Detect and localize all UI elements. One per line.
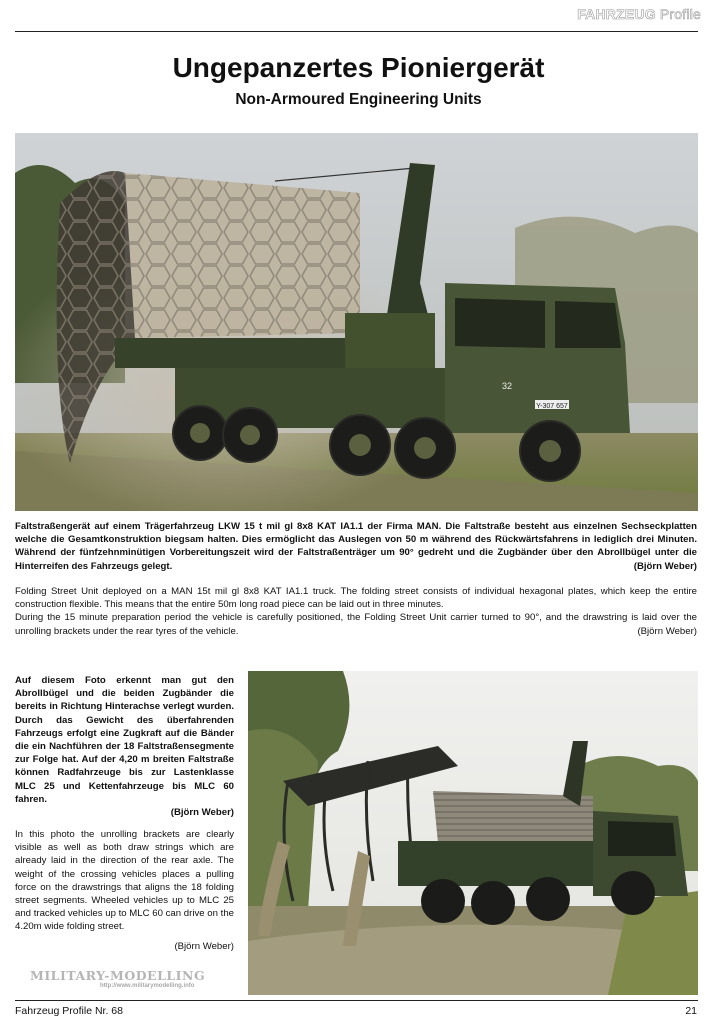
header-rule xyxy=(15,31,698,32)
watermark-name: MILITARY-MODELLING xyxy=(30,968,206,983)
caption-2-german-credit: (Björn Weber) xyxy=(170,807,234,819)
caption-2-german xyxy=(15,674,234,819)
page-number: 21 xyxy=(685,1005,697,1017)
photo-folding-street-truck-image xyxy=(15,133,698,511)
caption-1-german xyxy=(15,520,697,573)
caption-2-german-text: Auf diesem Foto erkennt man gut den Abrollbügel und die beiden Zugbänder die bereits in Richtung Hinterachse verlegt wurden. Durch das Gewicht des überfahrenden Fahrzeugs erfolgt eine Zugkraft auf die Bänder die ein Nachführen der 18 Faltstraßensegmente zur Folge hat. Auf der 4,20 m breiten Faltstraße können Radfahrzeuge bis zur Lastenklasse MLC 25 und Kettenfahrzeuge bis MLC 60 fahren. xyxy=(15,675,234,805)
hull-number: 32 xyxy=(502,381,513,391)
series-label xyxy=(577,6,701,22)
caption-1-english-credit: (Björn Weber) xyxy=(637,625,697,637)
caption-1-english-p2: During the 15 minute preparation period the vehicle is carefully positioned, the Folding Street Unit carrier turned to 90°, and the drawstring is laid over the unrolling brackets under the rear tyres of the vehicle. xyxy=(15,612,697,637)
caption-2-english-text: In this photo the unrolling brackets are clearly visible as well as both draw strings which are already laid in the direction of the rear axle. The weight of the crossing vehicles places a pulling force on the drawstrings that aligns the 18 folding street segments. Wheeled vehicles up to MLC 25 and tracked vehicles up to MLC 60 can drive on the 4.20m wide folding street. xyxy=(15,829,234,933)
watermark xyxy=(30,968,240,994)
photo-unrolling-brackets xyxy=(248,671,698,995)
footer-rule xyxy=(15,1000,698,1001)
series-label-light: Profile xyxy=(659,6,701,22)
watermark-url: http://www.militarymodelling.info xyxy=(100,983,195,989)
caption-2-english-credit: (Björn Weber) xyxy=(174,940,234,952)
caption-2-english xyxy=(15,828,234,953)
caption-1-english-p1: Folding Street Unit deployed on a MAN 15t mil gl 8x8 KAT IA1.1 truck. The folding street consists of individual hexagonal plates, which keep the entire construction flexible. This means that the entire 50m long road piece can be laid out in three minutes. xyxy=(15,586,697,611)
page-subtitle: Non-Armoured Engineering Units xyxy=(235,91,482,108)
page-title: Ungepanzertes Pioniergerät xyxy=(172,52,545,83)
caption-1-german-credit: (Björn Weber) xyxy=(633,560,697,572)
series-label-bold: FAHRZEUG xyxy=(577,6,656,22)
caption-1-german-text: Faltstraßengerät auf einem Trägerfahrzeug LKW 15 t mil gl 8x8 KAT IA1.1 der Firma MAN. Die Faltstraße besteht aus einzelnen Sechseckplatten welche die Gesamtkonstruktion biegsam halten. Dies ermöglicht das Auslegen von 50 m während des Rückwärtsfahrens in lediglich drei Minuten. Während der fünfzehnminütigen Vorbereitungszeit wird der Faltstraßenträger um 90° gedreht und die Zugbänder über den Abrollbügel unter die Hinterreifen des Fahrzeugs gelegt. xyxy=(15,521,697,572)
caption-1-english xyxy=(15,585,697,638)
photo-unrolling-brackets-image xyxy=(248,671,698,995)
license-plate: Y-307 657 xyxy=(536,403,568,410)
footer-publication: Fahrzeug Profile Nr. 68 xyxy=(15,1005,123,1017)
photo-folding-street-truck xyxy=(15,133,698,511)
